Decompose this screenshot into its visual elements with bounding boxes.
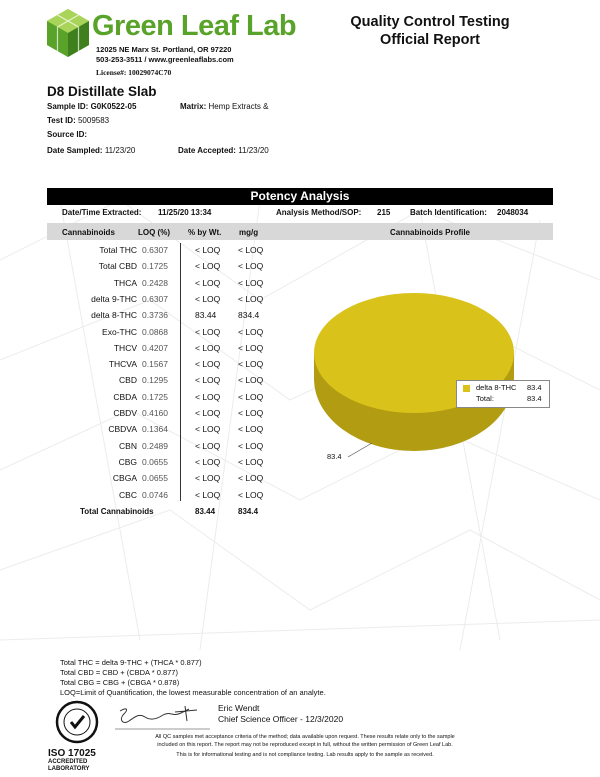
batch-value: 2048034 xyxy=(497,208,529,217)
percent-by-weight: < LOQ xyxy=(195,375,221,386)
percent-by-weight: < LOQ xyxy=(195,456,221,467)
percent-by-weight: < LOQ xyxy=(195,408,221,418)
date-accepted-field: Date Accepted: 11/23/20 xyxy=(178,146,269,155)
lab-name: Green Leaf Lab xyxy=(92,10,297,42)
percent-by-weight: < LOQ xyxy=(195,277,221,288)
iso-title: ISO 17025 xyxy=(48,748,96,759)
total-mg: 834.4 xyxy=(238,506,259,516)
report-title: Quality Control Testing Official Report xyxy=(350,14,510,48)
iso-badge xyxy=(48,700,106,773)
iso-accredited: ACCREDITED xyxy=(48,759,88,765)
loq-value: 0.1567 xyxy=(142,359,168,370)
loq-value: 0.4207 xyxy=(142,342,168,353)
mg-per-g: < LOQ xyxy=(238,408,264,418)
mg-per-g: < LOQ xyxy=(238,261,264,272)
total-row xyxy=(47,505,287,521)
date-sampled-field: Date Sampled: 11/23/20 xyxy=(47,146,136,155)
column-header: % by Wt. xyxy=(188,228,222,237)
iso-seal-icon xyxy=(48,700,106,744)
legend-total-label: Total: xyxy=(476,394,494,403)
cannabinoid-name: Total CBD xyxy=(98,261,137,272)
mg-per-g: < LOQ xyxy=(238,359,264,370)
cannabinoid-name: THCV xyxy=(113,342,137,353)
cannabinoid-name: CBDA xyxy=(113,391,137,402)
mg-per-g: < LOQ xyxy=(238,326,264,337)
signature xyxy=(115,703,210,731)
mg-per-g: < LOQ xyxy=(238,391,264,402)
loq-value: 0.2428 xyxy=(142,277,168,288)
cannabinoid-name: CBDVA xyxy=(108,424,137,435)
mg-per-g: < LOQ xyxy=(238,489,264,500)
table-row xyxy=(47,308,287,324)
column-header: LOQ (%) xyxy=(138,228,170,237)
column-header: Cannabinoids xyxy=(62,228,115,237)
percent-by-weight: < LOQ xyxy=(195,391,221,402)
table-row xyxy=(47,422,287,438)
license-number: License#: 10029074C70 xyxy=(96,68,172,77)
sample-id-field: Sample ID: G0K0522-05 xyxy=(47,102,137,111)
table-row xyxy=(47,259,287,275)
loq-value: 0.0655 xyxy=(142,456,168,467)
loq-value: 0.6307 xyxy=(142,293,168,304)
table-row xyxy=(47,390,287,406)
method-value: 215 xyxy=(377,208,391,217)
legend-label: delta 8-THC xyxy=(476,383,517,392)
mg-per-g: < LOQ xyxy=(238,293,264,304)
percent-by-weight: < LOQ xyxy=(195,440,221,451)
column-header: mg/g xyxy=(239,228,259,237)
table-row xyxy=(47,357,287,373)
percent-by-weight: < LOQ xyxy=(195,342,221,353)
cannabinoid-name: CBN xyxy=(119,440,137,451)
percent-by-weight: < LOQ xyxy=(195,261,221,272)
table-row xyxy=(47,325,287,341)
table-header xyxy=(47,223,553,240)
mg-per-g: < LOQ xyxy=(238,245,264,255)
mg-per-g: 834.4 xyxy=(238,310,260,321)
loq-value: 0.3736 xyxy=(142,310,168,321)
cannabinoid-name: THCA xyxy=(113,277,137,288)
total-label: Total Cannabinoids xyxy=(80,506,154,516)
table-row xyxy=(47,488,287,504)
table-row xyxy=(47,439,287,455)
cannabinoid-name: delta 8-THC xyxy=(91,310,137,321)
mg-per-g: < LOQ xyxy=(238,342,264,353)
source-id-field: Source ID: xyxy=(47,130,88,139)
percent-by-weight: < LOQ xyxy=(195,293,221,304)
loq-value: 0.0655 xyxy=(142,473,168,484)
loq-value: 0.1295 xyxy=(142,375,168,386)
loq-value: 0.4160 xyxy=(142,408,168,418)
table-row xyxy=(47,243,287,259)
mg-per-g: < LOQ xyxy=(238,375,264,386)
slice-leader-line xyxy=(348,443,372,457)
percent-by-weight: < LOQ xyxy=(195,359,221,370)
mg-per-g: < LOQ xyxy=(238,440,264,451)
extracted-value: 11/25/20 13:34 xyxy=(158,208,212,217)
disclaimer: All QC samples met acceptance criteria of the method; data available upon request. These results relate only to the sample included on this report. The report may not be reproduced except in full, without the written permission of Green Leaf Lab. This is for informational testing and is not compliance testing. Lab results apply to the sample as received. xyxy=(155,734,455,758)
percent-by-weight: < LOQ xyxy=(195,489,221,500)
percent-by-weight: < LOQ xyxy=(195,424,221,435)
loq-value: 0.1364 xyxy=(142,424,168,435)
cannabinoid-name: Exo-THC xyxy=(102,326,137,337)
loq-value: 0.0868 xyxy=(142,326,168,337)
percent-by-weight: < LOQ xyxy=(195,326,221,337)
mg-per-g: < LOQ xyxy=(238,424,264,435)
green-leaf-logo-icon xyxy=(46,8,90,58)
cannabinoid-name: CBC xyxy=(119,489,137,500)
cannabinoid-name: CBD xyxy=(119,375,137,386)
chart-legend xyxy=(456,380,550,408)
lab-address: 12025 NE Marx St. Portland, OR 97220 503-253-3511 / www.greenleaflabs.com xyxy=(96,45,234,64)
signer: Eric Wendt Chief Science Officer - 12/3/2020 xyxy=(218,703,344,724)
batch-label: Batch Identification: xyxy=(410,208,487,217)
cannabinoid-name: delta 9-THC xyxy=(91,293,137,304)
loq-value: 0.1725 xyxy=(142,391,168,402)
cannabinoid-name: CBDV xyxy=(113,408,137,418)
cannabinoid-name: THCVA xyxy=(108,359,137,370)
table-row xyxy=(47,373,287,389)
loq-value: 0.0746 xyxy=(142,489,168,500)
total-percent: 83.44 xyxy=(195,506,216,516)
cannabinoid-name: CBGA xyxy=(112,473,137,484)
loq-value: 0.1725 xyxy=(142,261,168,272)
method-label: Analysis Method/SOP: xyxy=(276,208,362,217)
potency-section-title: Potency Analysis xyxy=(47,188,553,205)
table-row xyxy=(47,471,287,487)
legend-total-value: 83.4 xyxy=(527,394,542,403)
loq-value: 0.2489 xyxy=(142,440,168,451)
legend-swatch xyxy=(463,385,470,392)
formula-notes: Total THC = delta 9-THC + (THCA * 0.877) Total CBD = CBD + (CBDA * 0.877) Total CBG = CBG + (CBGA * 0.878) LOQ=Limit of Quantification, the lowest measurable concentration of an analyte. xyxy=(60,658,326,697)
table-row xyxy=(47,276,287,292)
mg-per-g: < LOQ xyxy=(238,456,264,467)
table-row xyxy=(47,455,287,471)
mg-per-g: < LOQ xyxy=(238,277,264,288)
percent-by-weight: < LOQ xyxy=(195,473,221,484)
table-row xyxy=(47,292,287,308)
table-row xyxy=(47,406,287,422)
matrix-field: Matrix: Hemp Extracts & xyxy=(180,102,269,111)
loq-value: 0.6307 xyxy=(142,245,168,255)
cannabinoid-name: CBG xyxy=(118,456,137,467)
chart-title: Cannabinoids Profile xyxy=(390,228,471,237)
legend-value: 83.4 xyxy=(527,383,542,392)
percent-by-weight: 83.44 xyxy=(195,310,217,321)
sample-name: D8 Distillate Slab xyxy=(47,84,157,99)
iso-laboratory: LABORATORY xyxy=(48,766,90,772)
extracted-label: Date/Time Extracted: xyxy=(62,208,142,217)
mg-per-g: < LOQ xyxy=(238,473,264,484)
pie-slice-label: 83.4 xyxy=(327,452,342,461)
cannabinoid-name: Total THC xyxy=(99,245,137,255)
table-row xyxy=(47,341,287,357)
test-id-field: Test ID: 5009583 xyxy=(47,116,110,125)
percent-by-weight: < LOQ xyxy=(195,245,221,255)
